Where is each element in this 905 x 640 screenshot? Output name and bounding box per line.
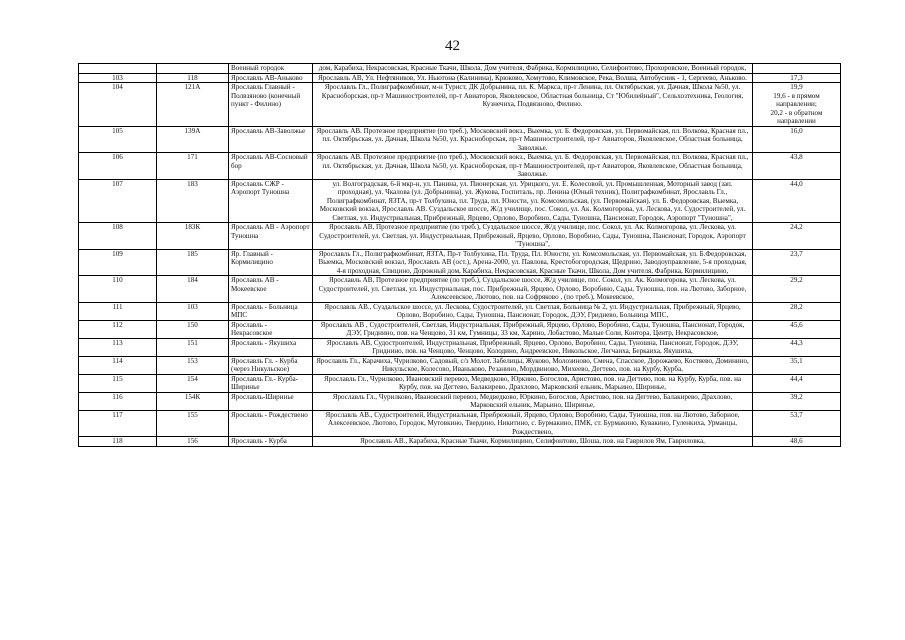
route-length-cell: 53,7 [753,410,841,437]
route-length-cell: 48,6 [753,437,841,447]
row-number-cell: 104 [79,83,157,127]
route-name-cell: Ярославль Гл. - Курба (через Никульское) [229,356,313,374]
route-stops-cell: ул. Волгоградская, 6-й мкр-н, ул. Панина, ул. Пионерская, ул. Урицкого, ул. Е. Колесовой, ул. Промышленная, Моторный завод (зап. проходная), ул. Чкалова (ул. Добрынина), ул. Жукова, Госпиталь, пр. Ленина (Юный техник), Полиграфкомбинат, Ярославль Гл., Полиграфкомбинат, ЯЗТА, пр-т Толбухина, пл. Труда, пл. Юности, ул. Комсомольская, (ул. Первомайская), ул. Б. Федоровская, Выемка, Московский вокзал, Ярославль АВ. Суздальское шоссе, Ж/д училище, пос. Сокол, ул. Ак. Колмогорова, ул. Лескова, ул. Судостроителей, ул. Светлая, ул. Индустриальная, Прибрежный, Ярцево, Орлово, Воробино, Сады, Туношна, Пансионат, Городок, Аэропорт "Туношна", [313,179,753,223]
routes-table [78,63,841,447]
route-length-cell: 23,7 [753,249,841,276]
route-number-cell: 171 [157,153,229,180]
route-name-cell: Ярославль АВ - Мокеевское [229,276,313,303]
route-name-cell: Ярославль Гл.- Курба-Ширинье [229,374,313,392]
row-number-cell: 109 [79,249,157,276]
table-row [79,223,841,250]
route-name-cell: Ярославль - Якушиха [229,338,313,356]
table-row [79,374,841,392]
table-row [79,302,841,320]
route-length-cell: 39,2 [753,392,841,410]
route-number-cell: 155 [157,410,229,437]
route-number-cell: 183 [157,179,229,223]
table-row [79,392,841,410]
route-name-cell: Ярославль - Курба [229,437,313,447]
route-stops-cell: Ярославль Гл., Чурилково, Ивановский перевоз, Медведково, Юркино, Богослов, Аристово, пов. на Дегтево, Балакирево, Драхлово, Марковский ельник, Марьино, Ширинье, [313,392,753,410]
table-row [79,437,841,447]
table-row [79,64,841,74]
route-name-cell: Ярославль-Ширинье [229,392,313,410]
table-row [79,410,841,437]
route-number-cell: 150 [157,320,229,338]
route-stops-cell: Ярославль АВ. Протезное предприятие (по треб.), Московский вокз., Выемка, ул. Б. Федоровская, ул. Первомайская, пл. Волкова, Красная пл., пл. Октябрьская, ул. Дачная, Школа №50, ул. Красноборская, пр-т Машиностроителей, пр-т Авиаторов, Яковлевское, Областная больница, Заволжье. [313,126,753,153]
route-length-cell: 24,2 [753,223,841,250]
route-number-cell: 139А [157,126,229,153]
table-row [79,179,841,223]
row-number-cell: 114 [79,356,157,374]
route-number-cell: 121А [157,83,229,127]
route-name-cell: Ярославль СЖР - Аэропорт Туношна [229,179,313,223]
route-stops-cell: Ярославль Гл., Чурилково, Ивановский перевоз, Медведково, Юркино, Богослов, Аристово, пов. на Дегтево, пов. на Курбу, Курба, пов. на Курбу, пов. на Дегтево, Балакирево, Драхлово, Марковский ельник, Марьино, Ширинье, [313,374,753,392]
page-number: 42 [445,38,460,54]
route-stops-cell: Ярославль Гл., Полиграфкомбинат, ЯЗТА, Пр-т Толбухина, Пл. Труда, Пл. Юности, ул. Комсомольская, ул. Первомайская, ул. Б.Федоровская, Выемка, Московский вокзал, Ярославль АВ (ост.), Арена-2000, ул. Павлова, Крестобогородская, Щедрино, Заводоуправление, 5-я проходная, 4-я проходная, Спицино, Дорожный дом, Карабиха, Некрасовская, Красные Ткачи, Школа, Дом учителя, Фабрика, Кормилицино, [313,249,753,276]
table-row [79,73,841,83]
table-row [79,320,841,338]
route-stops-cell: Ярославль АВ, Протезное предприятие (по треб.), Суздальское шоссе, Ж/д училище, пос. Сокол, ул. Ак. Колмогорова, ул. Лескова, ул. Судостроителей, ул. Светлая, ул. Индустриальная, Прибрежный, Ярцево, Орлово, Воробино, Сады, Туношна, Пансионат, Городок, Аэропорт "Туношна", [313,223,753,250]
row-number-cell: 115 [79,374,157,392]
row-number-cell: 108 [79,223,157,250]
route-number-cell: 154 [157,374,229,392]
route-length-cell: 44,4 [753,374,841,392]
route-stops-cell: дом, Карабиха, Некрасовская, Красные Ткачи, Школа, Дом учителя, Фабрика, Кормилицино, Селифонтово, Прохоровское, Военный городок, [313,64,753,74]
route-name-cell: Ярославль АВ-Аньково [229,73,313,83]
row-number-cell: 117 [79,410,157,437]
route-number-cell: 183К [157,223,229,250]
route-length-cell: 17,3 [753,73,841,83]
table-row [79,338,841,356]
route-number-cell: 156 [157,437,229,447]
route-name-cell: Ярославль - Рождествено [229,410,313,437]
table-row [79,126,841,153]
route-number-cell: 154К [157,392,229,410]
route-length-cell: 16,0 [753,126,841,153]
route-length-cell: 29,2 [753,276,841,303]
route-length-cell: 44,3 [753,338,841,356]
route-stops-cell: Ярославль АВ., Карабиха, Красные Ткачи, Кормилицино, Селифонтово, Шоша, пов. на Гаврилов Ям, Гавриловка, [313,437,753,447]
route-length-cell: 44,0 [753,179,841,223]
row-number-cell: 103 [79,73,157,83]
table-row [79,276,841,303]
table-row [79,83,841,127]
route-length-cell: 19,9 19,6 - в прямом направлении; 20,2 - в обратном направлении [753,83,841,127]
route-stops-cell: Ярославль АВ, Судостроителей, Индустриальная, Прибрежный, Ярцево, Орлово, Воробино, Сады, Туношна, Пансионат, Городок, ДЭУ, Гриднино, пов. на Ченцово, Ченцово, Колодино, Андреевское, Никольское, Легчаиха, Беркаиха, Якушиха, [313,338,753,356]
routes-table-body [79,64,841,447]
route-name-cell: Ярославль - Больница МПС [229,302,313,320]
route-length-cell: 43,8 [753,153,841,180]
route-stops-cell: Ярославль АВ. Протезное предприятие (по треб.), Московский вокз., Выемка, ул. Б. Федоровская, ул. Первомайская, пл. Волкова, Красная пл., пл. Октябрьская, ул. Дачная, Школа №50, ул. Красноборская, пр-т Машиностроителей, пр-т Авиаторов, Яковлевское, Областная больница, Заволжье. [313,153,753,180]
row-number-cell: 116 [79,392,157,410]
route-name-cell: Ярославль Главный - Полвзяново (конечный пункт - Филино) [229,83,313,127]
route-name-cell: Ярославль АВ-Сосновый бор [229,153,313,180]
route-number-cell: 185 [157,249,229,276]
table-row [79,249,841,276]
route-number-cell: 118 [157,73,229,83]
row-number-cell: 113 [79,338,157,356]
route-stops-cell: Ярославль АВ., Суздальское шоссе, ул. Лескова, Судостроителей, ул. Светлая, Больница № 2, ул. Индустриальная, Прибрежный, Ярцево, Орлово, Воробино, Сады, Туношна, Пансионат, Городок, ДЭУ, Гриднево, Больница МПС, [313,302,753,320]
row-number-cell: 112 [79,320,157,338]
route-number-cell: 103 [157,302,229,320]
route-stops-cell: Ярославль АВ., Судостроителей, Индустриальная, Прибрежный, Ярцево, Орлово, Воробино, Сады, Туношна, пов. на Лютово, Заборное, Алексеевское, Лютово, Городок, Мутовкино, Твердино, Никитино, с. Бурмакино, ПМК, ст. Бурмакино, Кувакино, Гуленкиха, Урманцы, Рождествено, [313,410,753,437]
route-stops-cell: Ярославль АВ, Ул. Нефтяников, Ул. Ньютона (Калинина), Крюково, Хомутово, Климовское, Река, Волша, Автобусник - 1, Сергеево, Аньково. [313,73,753,83]
route-length-cell [753,64,841,74]
route-name-cell: Ярославль АВ-Заволжье [229,126,313,153]
route-name-cell: Ярославль АВ - Аэропорт Туношна [229,223,313,250]
route-stops-cell: Ярославль Гл., Полиграфкомбинат, м-н Турист, ДК Добрынина, пл. К. Маркса, пр-т Ленина, пл. Октябрьская, ул. Дачная, Школа №50, ул. Красноборская, пр-т Машиностроителей, пр-т Авиаторов, Яковлевское, Областная больница, Ст "Юбилейный", Сельхозтехника, Геология, Кузнечиха, Подвязново, Филино. [313,83,753,127]
row-number-cell [79,64,157,74]
route-length-cell: 35,1 [753,356,841,374]
row-number-cell: 106 [79,153,157,180]
route-length-cell: 28,2 [753,302,841,320]
row-number-cell: 107 [79,179,157,223]
route-number-cell: 151 [157,338,229,356]
row-number-cell: 111 [79,302,157,320]
route-number-cell: 153 [157,356,229,374]
route-stops-cell: Ярославль Гл., Карачиха, Чурилково, Садовый, с/з Молот, Забелицы, Жуково, Молозиново, Смена, Спасское, Дорожаево, Костяево, Доминино, Никульское, Колесово, Иваньково, Резанино, Мордвиново, Михеево, Дегтево, пов. на Курбу, Курба, [313,356,753,374]
row-number-cell: 118 [79,437,157,447]
route-name-cell: Яр. Главный - Кормилицино [229,249,313,276]
row-number-cell: 110 [79,276,157,303]
row-number-cell: 105 [79,126,157,153]
route-number-cell [157,64,229,74]
route-number-cell: 184 [157,276,229,303]
table-row [79,356,841,374]
route-name-cell: Военный городок [229,64,313,74]
route-length-cell: 45,6 [753,320,841,338]
table-row [79,153,841,180]
route-name-cell: Ярославль - Некрасовское [229,320,313,338]
route-stops-cell: Ярославль АВ, Протезное предприятие (по треб.), Суздальское шоссе, Ж/д училище, пос. Сокол, ул. Ак. Колмогорова, ул. Лескова, ул. Судостроителей, ул. Светлая, ул. Индустриальная, пос. Прибрежный, Ярцево, Орлово, Воробино, Сады, Туношна, пов. на Лютово, Заборное, Алексеевское, Лютово, пов. на Софряково , (по треб.), Мокеевское, [313,276,753,303]
route-stops-cell: Ярославль АВ , Судостроителей, Светлая, Индустриальная, Прибрежный, Ярцево, Орлово, Воробино, Сады, Туношна, Пансионат, Городок, ДЭУ, Гриднино, пов. на Ченцово, 31 км, Гумницы, 33 км, Харино, Лобастово, Малые Соли, Контора, Центр, Некрасовское, [313,320,753,338]
